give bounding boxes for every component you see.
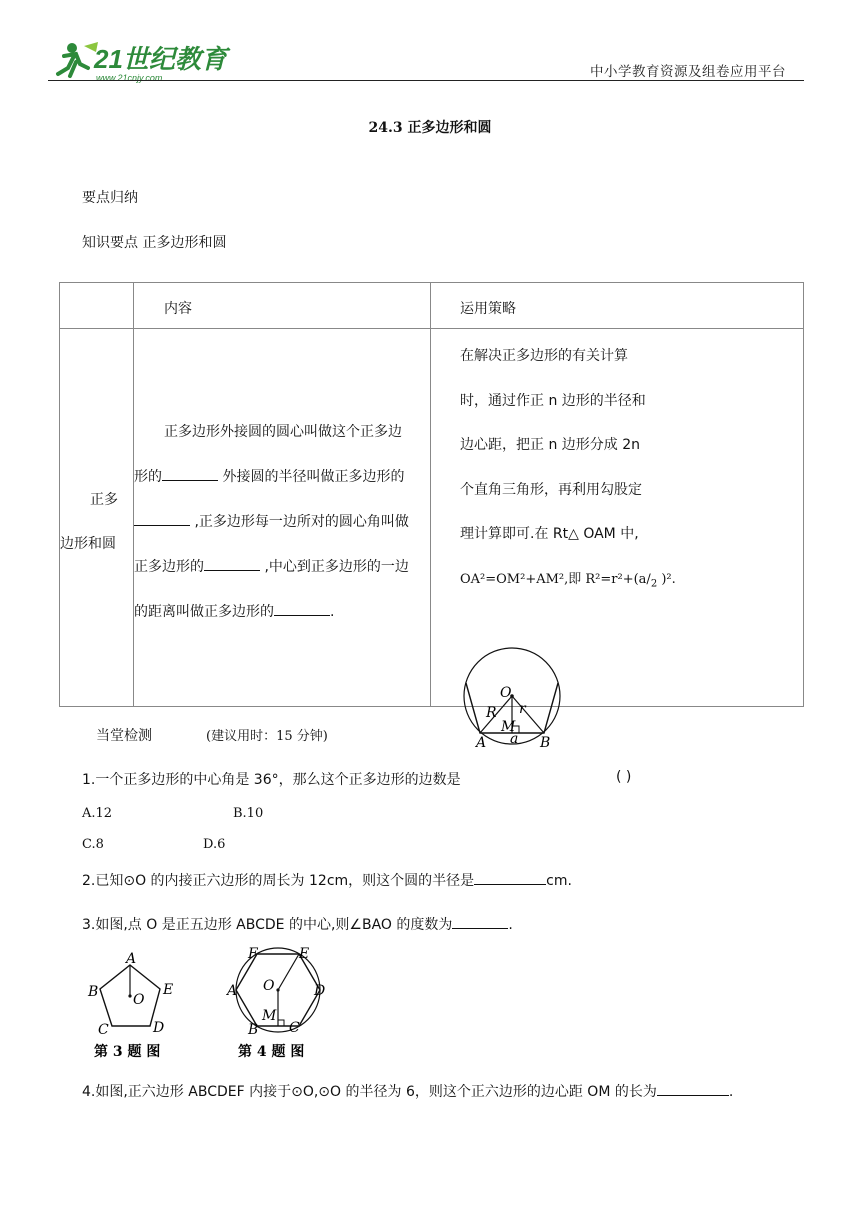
answer-blank[interactable]: [657, 1082, 729, 1096]
header-strategy-label: 运用策略: [460, 301, 516, 317]
figure-label: M: [262, 1008, 277, 1024]
figure-3-caption: 第 3 题 图: [94, 1044, 161, 1060]
figure-label: A: [126, 952, 137, 967]
circle-figure: [460, 645, 562, 753]
option-c[interactable]: C.8: [82, 837, 104, 852]
logo-number: 21世纪教育: [94, 44, 227, 74]
figure-label: R: [486, 705, 497, 721]
answer-blank[interactable]: [162, 467, 218, 481]
figure-label: B: [248, 1022, 259, 1038]
strategy-line: 时，通过作正 n 边形的半径和: [460, 393, 646, 409]
content-line: 正多边形的 ,中心到正多边形的一边: [134, 559, 409, 575]
table-header-strategy: [431, 283, 804, 329]
option-d[interactable]: D.6: [203, 837, 226, 852]
strategy-formula: OA²=OM²+AM²,即 $R^2=r^2+(a/_2$ )².: [460, 572, 676, 590]
section-heading: 要点归纳: [82, 190, 138, 206]
content-cell: [134, 329, 431, 707]
figure-4-caption: 第 4 题 图: [238, 1044, 305, 1060]
option-a[interactable]: A.12: [82, 806, 113, 821]
pentagon-figure: [86, 952, 186, 1062]
figure-label: B: [540, 735, 551, 751]
figure-label: F: [248, 946, 258, 962]
logo-url: www.21cnjy.com: [96, 73, 163, 83]
site-logo: [50, 38, 250, 84]
figure-label: A: [476, 735, 487, 751]
figure-label: C: [289, 1020, 300, 1036]
strategy-cell: [431, 329, 804, 751]
figure-label: D: [153, 1020, 165, 1036]
subsection-heading: 知识要点 正多边形和圆: [82, 235, 227, 251]
content-line: ,正多边形每一边所对的圆心角叫做: [134, 511, 409, 531]
content-line: 正多边形外接圆的圆心叫做这个正多边: [164, 424, 402, 440]
figure-label: O: [133, 992, 145, 1008]
table-header-content: [134, 283, 431, 329]
figure-label: O: [500, 685, 512, 701]
figure-label: O: [263, 978, 275, 994]
figure-label: A: [227, 983, 238, 999]
strategy-line: 在解决正多边形的有关计算: [460, 348, 628, 364]
answer-blank[interactable]: [134, 512, 190, 526]
row-label-cell: [60, 329, 134, 707]
question-3: 3.如图,点 O 是正五边形 ABCDE 的中心,则∠BAO 的度数为 .: [82, 917, 513, 933]
option-b[interactable]: B.10: [233, 806, 264, 821]
strategy-line: 个直角三角形，再利用勾股定: [460, 482, 642, 498]
time-note: (建议用时：15 分钟): [206, 729, 328, 744]
row-label-line2: 边形和圆: [60, 536, 116, 552]
strategy-line: 理计算即可.在 Rt△ OAM 中,: [460, 526, 639, 542]
figure-label: D: [314, 983, 326, 999]
question-1: 1.一个正多边形的中心角是 36°，那么这个正多边形的边数是: [82, 772, 461, 788]
figure-label: C: [98, 1022, 109, 1038]
answer-blank[interactable]: [452, 915, 508, 929]
answer-blank[interactable]: [274, 602, 330, 616]
figure-label: B: [88, 984, 99, 1000]
figure-label: M: [501, 719, 516, 735]
answer-blank[interactable]: [204, 557, 260, 571]
header-divider: [48, 80, 804, 81]
figure-label: a: [510, 731, 519, 747]
hexagon-figure: [226, 944, 336, 1062]
table-header-empty: [60, 283, 134, 329]
document-title: 24.3 正多边形和圆: [368, 120, 492, 136]
content-line: 形的 外接圆的半径叫做正多边形的: [134, 469, 405, 485]
question-4: 4.如图,正六边形 ABCDEF 内接于⊙O,⊙O 的半径为 6，则这个正六边形的边心距 OM 的长为 .: [82, 1084, 734, 1100]
header-content-label: 内容: [164, 301, 192, 317]
answer-blank[interactable]: [474, 871, 546, 885]
question-2: 2.已知⊙O 的内接正六边形的周长为 12cm，则这个圆的半径是 cm.: [82, 873, 572, 889]
figure-label: E: [163, 982, 174, 998]
row-label-line1: 正多: [90, 492, 118, 508]
content-line: 的距离叫做正多边形的 .: [134, 604, 335, 620]
figure-label: r: [519, 701, 526, 717]
figure-label: E: [299, 946, 310, 962]
strategy-line: 边心距，把正 n 边形分成 2n: [460, 437, 641, 453]
answer-paren[interactable]: ( ): [616, 769, 632, 785]
check-heading: 当堂检测: [96, 728, 152, 744]
platform-name: 中小学教育资源及组卷应用平台: [590, 64, 786, 80]
